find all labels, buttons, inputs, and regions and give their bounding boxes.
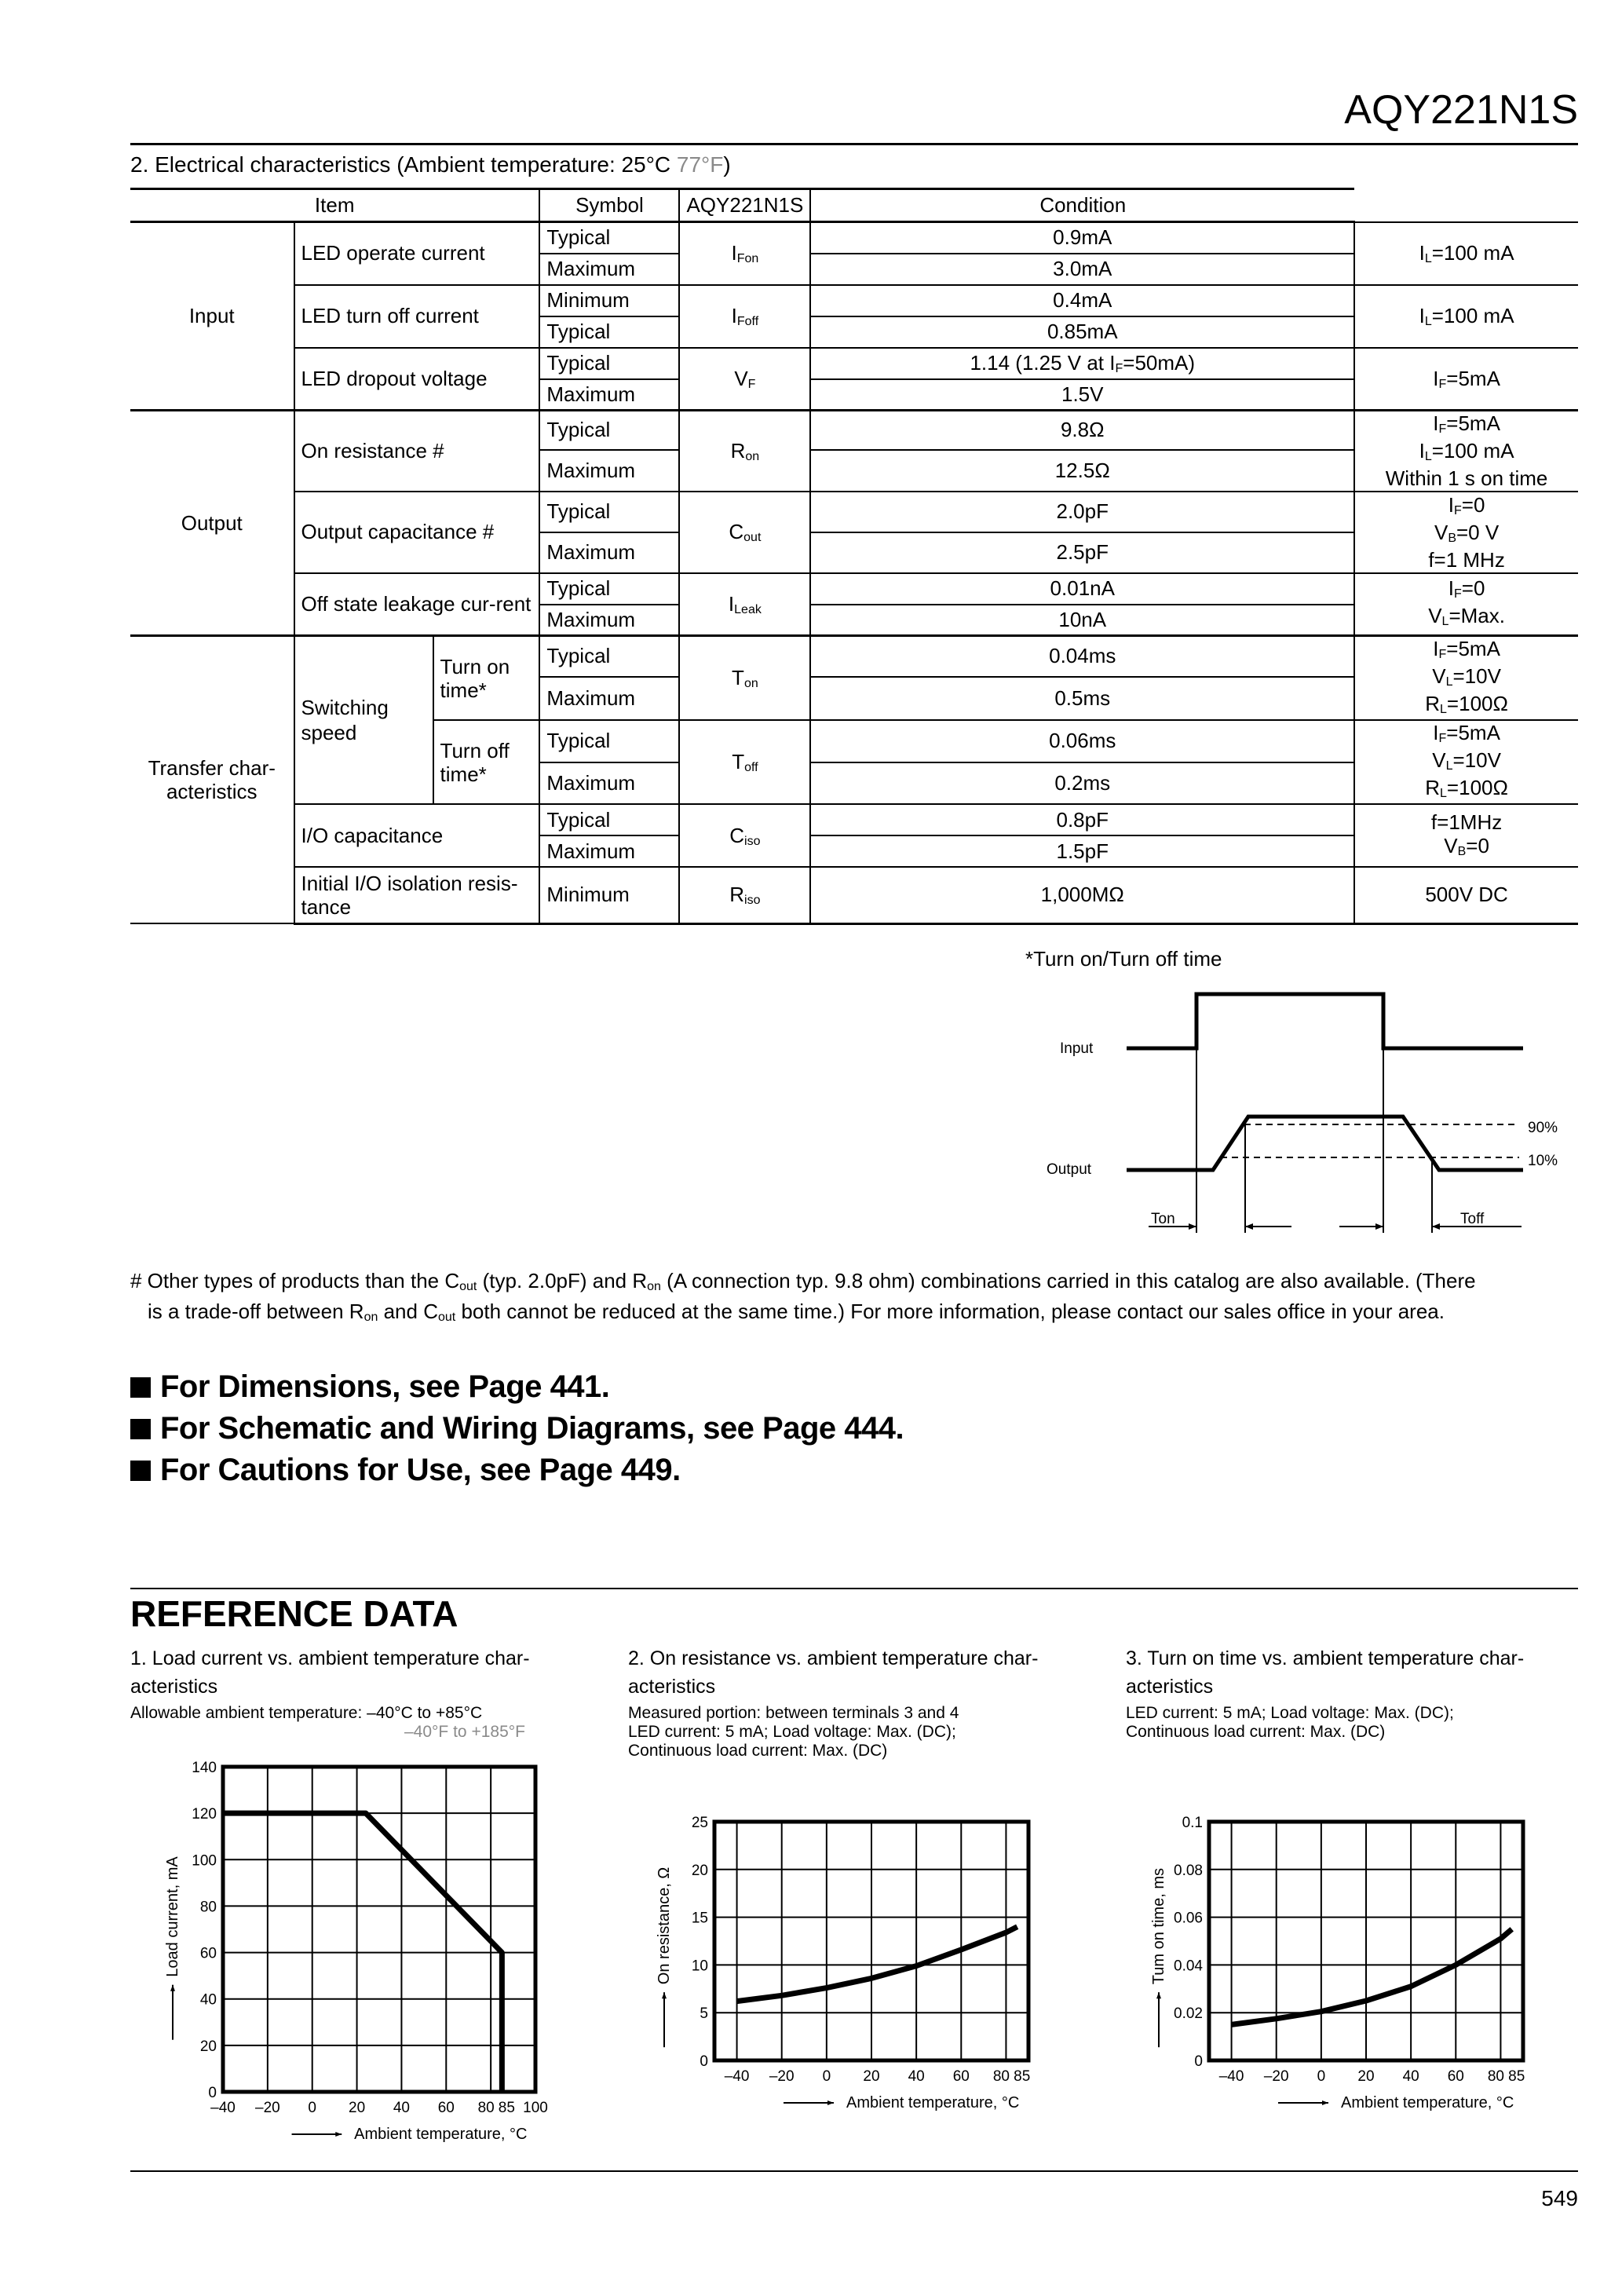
svg-text:–20: –20 (255, 2100, 280, 2116)
table-row: Off state leakage cur-rent Typical $I_{Leak}$ 0.01nA $I_F=0$ $V_L=Max$. (130, 573, 1578, 605)
svg-text:60: 60 (437, 2100, 455, 2116)
svg-text:85: 85 (498, 2100, 515, 2116)
chart2-title: 2. On resistance vs. ambient temperature char-acteristics (628, 1647, 1039, 1698)
svg-text:0.08: 0.08 (1174, 1862, 1203, 1879)
table-row: Transfer char- acteristics Switching speed Turn on time* Typical $T_{on}$ 0.04ms $I_F=5mA$ $V_L=10V$ $R_L=100\Omega$ (130, 636, 1578, 677)
svg-text:100: 100 (192, 1852, 217, 1870)
condition: $I_L=100$ mA (1354, 222, 1578, 285)
timing-ton-label: Ton (1151, 1211, 1175, 1227)
svg-text:–20: –20 (1263, 2068, 1289, 2085)
svg-text:60: 60 (1447, 2068, 1464, 2085)
svg-text:0.1: 0.1 (1182, 1815, 1203, 1831)
svg-text:0.04: 0.04 (1174, 1958, 1203, 1975)
table-row: Input LED operate current Typical $I_{Fon}$ 0.9mA $I_L=100$ mA (130, 222, 1578, 254)
timing-output-label: Output (1047, 1161, 1092, 1178)
svg-text:20: 20 (199, 2038, 217, 2055)
section-title: 2. Electrical characteristics (Ambient temperature: 25°C 77°F) (130, 152, 731, 177)
svg-text:–40: –40 (210, 2100, 236, 2116)
reference-rule (130, 1588, 1578, 1589)
svg-text:60: 60 (952, 2068, 970, 2085)
timing-input-label: Input (1060, 1040, 1094, 1057)
symbol: $V_F$ (679, 348, 810, 411)
table-row: Maximum 1.5pF (130, 835, 1578, 867)
symbol: $R_{iso}$ (679, 867, 810, 923)
symbol: $R_{on}$ (679, 411, 810, 492)
table-row: Maximum 10nA (130, 605, 1578, 636)
timing-diagram-title: *Turn on/Turn off time (1025, 947, 1222, 971)
svg-text:40: 40 (199, 1991, 217, 2009)
chart-turn-on-time (1131, 1727, 1570, 2136)
header-item: Item (130, 189, 539, 222)
header-condition: Condition (810, 189, 1354, 222)
condition: $I_F=5mA$ $I_L=100$ mA Within 1 s on time (1354, 411, 1578, 492)
symbol: $C_{iso}$ (679, 804, 810, 867)
condition: $I_F=0$ $V_L=Max$. (1354, 573, 1578, 636)
table-row: Output capacitance # Typical $C_{out}$ 2.0pF $I_F=0$ $V_B=0$ V f=1 MHz (130, 492, 1578, 532)
svg-text:100: 100 (523, 2100, 548, 2116)
chart1-title: 1. Load current vs. ambient temperature char-acteristics (130, 1647, 530, 1698)
table-row: Maximum 1.5V (130, 379, 1578, 411)
condition: $I_F=5mA$ (1354, 348, 1578, 411)
condition: $I_F=0$ $V_B=0$ V f=1 MHz (1354, 492, 1578, 573)
bullet-square-icon (130, 1377, 151, 1398)
svg-text:40: 40 (393, 2100, 410, 2116)
chart-on-resistance (636, 1727, 1076, 2128)
svg-text:Ambient temperature, °C: Ambient temperature, °C (354, 2126, 528, 2143)
svg-text:20: 20 (691, 1862, 708, 1879)
svg-text:15: 15 (691, 1910, 708, 1927)
condition: $I_F=5mA$ $V_L=10V$ $R_L=100\Omega$ (1354, 636, 1578, 721)
svg-text:25: 25 (691, 1815, 708, 1831)
ref-dimensions-link[interactable]: For Dimensions, see Page 441. (130, 1369, 609, 1405)
table-row: Maximum 2.5pF (130, 532, 1578, 573)
group-input: Input (130, 222, 294, 411)
timing-90pct-label: 90% (1528, 1120, 1558, 1136)
table-row: Maximum 0.2ms (130, 762, 1578, 805)
timing-toff-label: Toff (1460, 1211, 1485, 1227)
table-row: Typical 0.85mA (130, 316, 1578, 348)
svg-text:60: 60 (199, 1945, 217, 1962)
symbol: $C_{out}$ (679, 492, 810, 573)
table-row: Initial I/O isolation resis-tance Minimum $R_{iso}$ 1,000MΩ 500V DC (130, 867, 1578, 923)
svg-text:Load current, mA: Load current, mA (164, 1856, 181, 1977)
group-output: Output (130, 411, 294, 636)
ref-schematic-link[interactable]: For Schematic and Wiring Diagrams, see Page 444. (130, 1411, 904, 1446)
header-symbol: Symbol (539, 189, 679, 222)
chart1-subtitle: Allowable ambient temperature: –40°C to +85°C –40°F to +185°F (130, 1704, 525, 1741)
bullet-square-icon (130, 1419, 151, 1439)
table-row: I/O capacitance Typical $C_{iso}$ 0.8pF f=1MHz $V_B=0$ (130, 804, 1578, 835)
ref-cautions-link[interactable]: For Cautions for Use, see Page 449. (130, 1453, 681, 1488)
header-value: AQY221N1S (679, 189, 810, 222)
svg-text:Ambient temperature, °C: Ambient temperature, °C (1341, 2094, 1514, 2111)
svg-text:0: 0 (1317, 2068, 1326, 2085)
svg-text:On resistance, Ω: On resistance, Ω (656, 1866, 673, 1985)
svg-text:0.02: 0.02 (1174, 2005, 1203, 2023)
svg-text:140: 140 (192, 1760, 217, 1776)
symbol: $I_{Leak}$ (679, 573, 810, 636)
bullet-square-icon (130, 1461, 151, 1481)
svg-text:10: 10 (691, 1958, 708, 1975)
svg-text:0: 0 (700, 2053, 708, 2070)
table-row: Turn off time* Typical $T_{off}$ 0.06ms $I_F=5mA$ $V_L=10V$ $R_L=100\Omega$ (130, 720, 1578, 762)
svg-text:0: 0 (822, 2068, 831, 2085)
chart3-subtitle: LED current: 5 mA; Load voltage: Max. (DC); Continuous load current: Max. (DC) (1126, 1704, 1454, 1741)
svg-text:–40: –40 (724, 2068, 750, 2085)
svg-text:–20: –20 (769, 2068, 795, 2085)
svg-text:Tum on time, ms: Tum on time, ms (1150, 1868, 1167, 1985)
timing-diagram (1021, 982, 1586, 1249)
table-row: LED turn off current Minimum $I_{Foff}$ 0.4mA $I_L=100$ mA (130, 285, 1578, 316)
chart2-subtitle: Measured portion: between terminals 3 and 4 LED current: 5 mA; Load voltage: Max. (DC); Continuous load current: Max. (DC) (628, 1704, 959, 1760)
table-row: Maximum 3.0mA (130, 254, 1578, 285)
svg-text:80: 80 (477, 2100, 495, 2116)
table-row: LED dropout voltage Typical $V_F$ 1.14 (1.25 V at $I_F=50mA$) $I_F=5mA$ (130, 348, 1578, 379)
svg-text:20: 20 (863, 2068, 880, 2085)
timing-10pct-label: 10% (1528, 1153, 1558, 1169)
svg-text:80: 80 (1487, 2068, 1504, 2085)
svg-text:85: 85 (1508, 2068, 1525, 2085)
svg-text:–40: –40 (1218, 2068, 1244, 2085)
condition: $I_L=100$ mA (1354, 285, 1578, 348)
condition: $I_F=5mA$ $V_L=10V$ $R_L=100\Omega$ (1354, 720, 1578, 804)
chart3-title: 3. Turn on time vs. ambient temperature char-acteristics (1126, 1647, 1525, 1698)
symbol: $T_{off}$ (679, 720, 810, 804)
svg-text:20: 20 (1357, 2068, 1375, 2085)
svg-text:80: 80 (199, 1899, 217, 1916)
svg-text:20: 20 (349, 2100, 366, 2116)
document-title: AQY221N1S (1344, 87, 1578, 133)
symbol: $I_{Fon}$ (679, 222, 810, 285)
table-row: Maximum 12.5Ω (130, 450, 1578, 492)
svg-text:80: 80 (992, 2068, 1010, 2085)
condition: f=1MHz $V_B=0$ (1354, 804, 1578, 867)
footer-rule (130, 2170, 1578, 2172)
footnote: # Other types of products than the $C_{out}$ (typ. 2.0pF) and $R_{on}$ (A connection typ. 9.8 ohm) combinations carried in this catalog are also available. (There is a trade-off between $R_{on}$ and $C_{out}$ both cannot be reduced at the same time.) For more information, please contact our sales office in your area. (130, 1269, 1476, 1324)
table-row: Output On resistance # Typical $R_{on}$ 9.8Ω $I_F=5mA$ $I_L=100$ mA Within 1 s on time (130, 411, 1578, 450)
chart-load-current (141, 1759, 581, 2159)
svg-text:0.06: 0.06 (1174, 1910, 1203, 1927)
condition: 500V DC (1354, 867, 1578, 923)
svg-text:0: 0 (1194, 2053, 1203, 2070)
svg-text:120: 120 (192, 1806, 217, 1823)
svg-text:85: 85 (1014, 2068, 1031, 2085)
svg-text:40: 40 (1402, 2068, 1419, 2085)
symbol: $T_{on}$ (679, 636, 810, 721)
svg-text:0: 0 (208, 2085, 217, 2101)
svg-text:5: 5 (700, 2005, 708, 2023)
electrical-characteristics-table (130, 188, 1578, 925)
table-header-row (130, 189, 1578, 222)
reference-data-title: REFERENCE DATA (130, 1593, 458, 1634)
svg-text:0: 0 (308, 2100, 317, 2116)
svg-text:40: 40 (908, 2068, 925, 2085)
page-number: 549 (1541, 2186, 1578, 2210)
table-row: Maximum 0.5ms (130, 677, 1578, 720)
symbol: $I_{Foff}$ (679, 285, 810, 348)
group-transfer: Transfer char- acteristics (130, 636, 294, 924)
svg-text:Ambient temperature, °C: Ambient temperature, °C (846, 2094, 1020, 2111)
header-rule (130, 143, 1578, 145)
